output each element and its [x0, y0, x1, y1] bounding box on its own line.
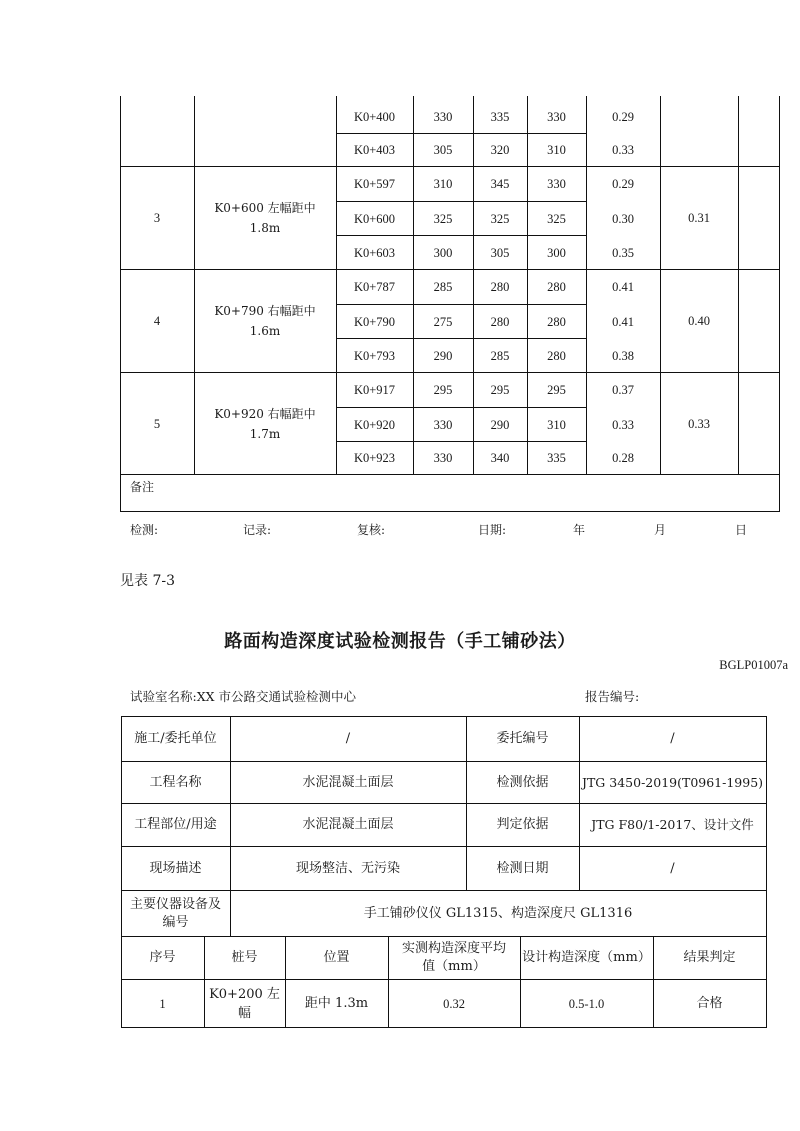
instrument-label-line: 编号: [162, 914, 189, 930]
value-cell: 310: [547, 143, 566, 157]
station-cell: K0+787: [353, 280, 396, 294]
value-cell: 290: [490, 417, 510, 432]
depth-cell: 0.33: [612, 143, 634, 157]
value-cell: 335: [547, 451, 566, 465]
value-cell: 295: [490, 383, 510, 397]
review-label: 复核:: [357, 523, 386, 537]
info-label: 工程名称: [149, 774, 202, 790]
header-measured-line: 实测构造深度平均: [401, 941, 506, 956]
instrument-label: [121, 891, 230, 936]
station-cell: K0+923: [353, 451, 396, 465]
year-label: 年: [573, 523, 586, 537]
info-value: JTG 3450-2019(T0961-1995): [581, 774, 764, 790]
value-cell: 340: [490, 451, 510, 465]
value-cell: 330: [433, 109, 453, 124]
station-cell: K0+920: [353, 417, 396, 432]
info-value: JTG F80/1-2017、设计文件: [591, 817, 754, 832]
report-number-label: 报告编号:: [585, 689, 640, 704]
value-cell: 310: [433, 177, 453, 191]
group-number: 3: [153, 211, 161, 225]
value-cell: 290: [433, 348, 453, 363]
station-cell: K0+917: [353, 383, 396, 397]
record-label: 记录:: [243, 523, 272, 537]
value-cell: 280: [547, 280, 566, 294]
info-label: 委托编号: [496, 731, 549, 746]
row-station-line: K0+200 左: [209, 986, 280, 1002]
value-cell: 305: [490, 245, 510, 260]
depth-cell: 0.29: [612, 109, 634, 124]
info-value: /: [670, 731, 675, 746]
see-table-note: 见表 7-3: [120, 573, 175, 589]
row-station-line: 幅: [237, 1005, 251, 1021]
value-cell: 325: [547, 211, 566, 226]
detect-label: 检测:: [130, 523, 159, 537]
row-measured: 0.32: [443, 996, 465, 1011]
header-result: 结果判定: [683, 950, 736, 965]
header-measured-line: 值（mm）: [422, 959, 486, 974]
value-cell: 345: [490, 177, 510, 191]
station-cell: K0+403: [353, 143, 396, 157]
instrument-value: 手工铺砂仪仪 GL1315、构造深度尺 GL1316: [363, 905, 633, 921]
group-number: 5: [153, 416, 161, 431]
station-cell: K0+597: [353, 177, 396, 191]
value-cell: 330: [433, 451, 453, 465]
report-code: BGLP01007a: [719, 658, 788, 672]
instrument-label-line: 主要仪器设备及: [129, 896, 221, 912]
info-value: 水泥混凝土面层: [302, 817, 394, 832]
location-line: 1.7m: [249, 426, 281, 441]
info-label: 检测依据: [496, 774, 549, 790]
info-value: 现场整洁、无污染: [295, 860, 400, 876]
depth-cell: 0.37: [612, 383, 634, 397]
value-cell: 280: [547, 348, 566, 363]
remarks-label: 备注: [130, 480, 155, 494]
value-cell: 280: [490, 280, 510, 294]
depth-cell: 0.30: [612, 211, 634, 226]
depth-cell: 0.28: [612, 451, 634, 465]
info-value: /: [670, 860, 675, 876]
value-cell: 295: [547, 383, 566, 397]
header-design: 设计构造深度（mm）: [522, 950, 651, 965]
group-location: [194, 270, 336, 372]
value-cell: 285: [490, 348, 510, 363]
value-cell: 320: [490, 143, 510, 157]
value-cell: 330: [547, 109, 566, 124]
row-station: [204, 980, 285, 1027]
value-cell: 295: [433, 383, 453, 397]
header-station: 桩号: [231, 950, 258, 965]
value-cell: 325: [433, 211, 453, 226]
group-number: 4: [153, 314, 161, 328]
value-cell: 280: [547, 314, 566, 329]
location-line: K0+920 右幅距中: [214, 406, 316, 421]
group-average: 0.40: [688, 314, 710, 328]
value-cell: 280: [490, 314, 510, 329]
header-measured: [388, 937, 520, 979]
group-location: [194, 373, 336, 474]
depth-cell: 0.29: [612, 177, 634, 191]
day-label: 日: [735, 523, 748, 537]
value-cell: 330: [547, 177, 566, 191]
group-average: 0.31: [688, 211, 710, 225]
depth-cell: 0.33: [612, 417, 634, 432]
row-no: 1: [159, 996, 166, 1011]
depth-cell: 0.41: [612, 280, 634, 294]
date-label: 日期:: [478, 523, 507, 537]
info-label: 工程部位/用途: [134, 817, 217, 832]
value-cell: 300: [547, 245, 566, 260]
info-value: 水泥混凝土面层: [302, 774, 394, 790]
header-position: 位置: [323, 950, 350, 965]
station-cell: K0+793: [353, 348, 396, 363]
station-cell: K0+603: [353, 245, 396, 260]
value-cell: 305: [433, 143, 453, 157]
value-cell: 310: [547, 417, 566, 432]
month-label: 月: [654, 523, 667, 537]
info-label: 判定依据: [496, 817, 549, 832]
group-location: [194, 167, 336, 269]
value-cell: 285: [433, 280, 453, 294]
info-label: 检测日期: [496, 860, 549, 876]
station-cell: K0+400: [353, 109, 396, 124]
location-line: K0+790 右幅距中: [214, 304, 316, 318]
info-value: /: [345, 731, 351, 746]
row-result: 合格: [696, 995, 723, 1011]
value-cell: 300: [433, 245, 453, 260]
station-cell: K0+600: [353, 211, 396, 226]
location-line: 1.6m: [249, 324, 281, 338]
group-average: 0.33: [688, 416, 710, 431]
location-line: 1.8m: [249, 221, 281, 235]
lab-label: 试验室名称:: [130, 689, 197, 704]
info-label: 现场描述: [149, 860, 202, 876]
depth-cell: 0.41: [612, 314, 634, 329]
depth-cell: 0.38: [612, 348, 634, 363]
lab-name: XX 市公路交通试验检测中心: [196, 689, 356, 704]
report-title: 路面构造深度试验检测报告（手工铺砂法）: [224, 631, 576, 652]
header-no: 序号: [149, 950, 176, 965]
lab-name-line: [130, 687, 356, 705]
info-label: 施工/委托单位: [134, 731, 217, 746]
row-design: 0.5-1.0: [568, 996, 605, 1011]
value-cell: 335: [490, 109, 510, 124]
depth-cell: 0.35: [612, 245, 634, 260]
row-position: 距中 1.3m: [304, 995, 369, 1011]
value-cell: 275: [433, 314, 453, 329]
value-cell: 325: [490, 211, 510, 226]
value-cell: 330: [433, 417, 453, 432]
location-line: K0+600 左幅距中: [214, 201, 316, 215]
station-cell: K0+790: [353, 314, 396, 329]
